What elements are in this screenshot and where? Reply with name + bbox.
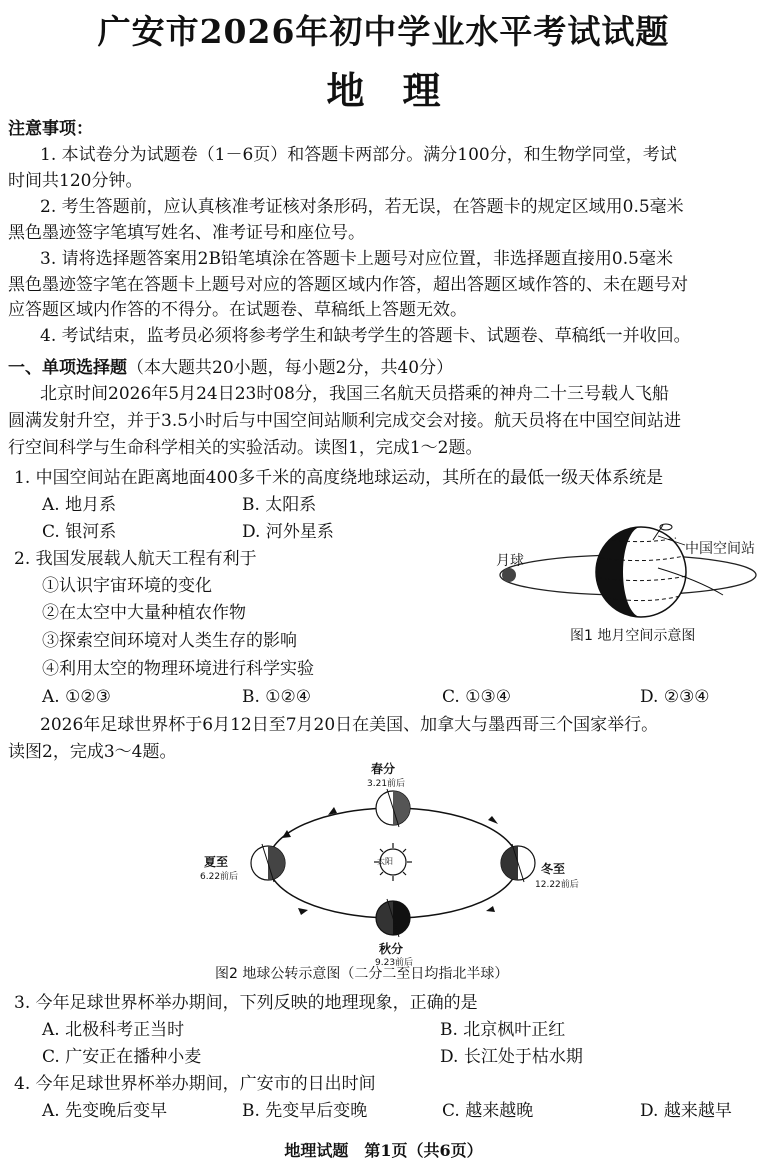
section-note: （本大题共20小题，每小题2分，共40分） [127,358,454,378]
q4-option-d: D. 越来越早 [640,1101,732,1121]
q4-option-a: A. 先变晚后变早 [42,1101,168,1121]
subject-title: 地 理 [326,68,441,113]
earth-winter-icon [501,844,535,882]
question-4-stem: 4. 今年足球世界杯举办期间，广安市的日出时间 [14,1074,376,1094]
q3-option-b: B. 北京枫叶正红 [440,1020,566,1040]
earth-moon-diagram [488,520,763,620]
section-title: 一、单项选择题 [8,358,127,378]
intro-line: 读图2，完成3～4题。 [8,742,177,762]
exam-title: 广安市2026年初中学业水平考试试题 [97,12,670,51]
q1-option-d: D. 河外星系 [242,522,334,542]
earth-autumn-icon [376,899,410,937]
summer-date: 6.22前后 [200,872,239,882]
intro-line: 圆满发射升空，并于3.5小时后与中国空间站顺利完成交会对接。航天员将在中国空间站进 [8,411,682,431]
q3-option-c: C. 广安正在播种小麦 [42,1047,202,1067]
question-2-stem: 2. 我国发展载人航天工程有利于 [14,549,257,569]
moon-icon [502,568,516,582]
notice-line: 4. 考试结束，监考员必须将参考学生和缺考学生的答题卡、试题卷、草稿纸一并收回。 [40,326,691,346]
autumn-date: 9.23前后 [375,958,414,968]
station-label: 中国空间站 [685,541,755,557]
earth-revolution-diagram [195,760,595,960]
figure-2 [195,760,595,985]
intro-line: 2026年足球世界杯于6月12日至7月20日在美国、加拿大与墨西哥三个国家举行。 [40,715,659,735]
figure-1 [488,520,763,650]
earth-summer-icon [251,844,285,882]
section-heading [8,357,453,379]
q2-item: ④利用太空的物理环境进行科学实验 [42,659,314,679]
intro-line: 北京时间2026年5月24日23时08分，我国三名航天员搭乘的神舟二十三号载人飞船 [40,384,669,404]
autumn-label: 秋分 [379,942,404,956]
moon-label: 月球 [496,553,524,569]
notice-line: 1. 本试卷分为试题卷（1－6页）和答题卡两部分。满分100分，和生物学同堂，考试 [40,145,677,165]
q1-option-b: B. 太阳系 [242,495,317,515]
q2-option-c: C. ①③④ [442,687,511,707]
spring-label: 春分 [371,762,396,776]
figure-1-caption: 图1 地月空间示意图 [570,628,696,644]
q2-item: ①认识宇宙环境的变化 [42,576,212,596]
earth-spring-icon [376,789,410,827]
winter-date: 12.22前后 [535,880,579,890]
figure-2-caption: 图2 地球公转示意图（二分二至日均指北半球） [215,966,509,982]
q2-option-a: A. ①②③ [42,687,111,707]
notice-heading: 注意事项： [8,119,93,139]
notice-line: 应答题区域内作答的不得分。在试题卷、草稿纸上答题无效。 [8,300,467,320]
q3-option-d: D. 长江处于枯水期 [440,1047,583,1067]
winter-label: 冬至 [541,862,566,876]
question-1-stem: 1. 中国空间站在距离地面400多千米的高度绕地球运动，其所在的最低一级天体系统是 [14,468,664,488]
q3-option-a: A. 北极科考正当时 [42,1020,185,1040]
q4-option-c: C. 越来越晚 [442,1101,534,1121]
notice-line: 黑色墨迹签字笔在答题卡上题号对应的答题区域内作答，超出答题区域作答的、未在题号对 [8,275,688,295]
q2-item: ③探索空间环境对人类生存的影响 [42,631,297,651]
notice-line: 2. 考生答题前，应认真核准考证核对条形码，若无误，在答题卡的规定区域用0.5毫米 [40,197,684,217]
notice-line: 时间共120分钟。 [8,171,143,191]
notice-line: 黑色墨迹签字笔填写姓名、准考证号和座位号。 [8,223,365,243]
q2-item: ②在太空中大量种植农作物 [42,603,246,623]
notice-line: 3. 请将选择题答案用2B铅笔填涂在答题卡上题号对应位置，非选择题直接用0.5毫米 [40,249,673,269]
question-3-stem: 3. 今年足球世界杯举办期间，下列反映的地理现象，正确的是 [14,993,478,1013]
q4-option-b: B. 先变早后变晚 [242,1101,368,1121]
summer-label: 夏至 [204,855,229,869]
sun-label: 太阳 [377,857,393,866]
q2-option-d: D. ②③④ [640,687,710,707]
q2-option-b: B. ①②④ [242,687,312,707]
spring-date: 3.21前后 [367,779,406,789]
q1-option-a: A. 地月系 [42,495,117,515]
page-footer: 地理试题 第1页（共6页） [284,1141,483,1160]
q1-option-c: C. 银河系 [42,522,117,542]
intro-line: 行空间科学与生命科学相关的实验活动。读图1，完成1～2题。 [8,438,483,458]
